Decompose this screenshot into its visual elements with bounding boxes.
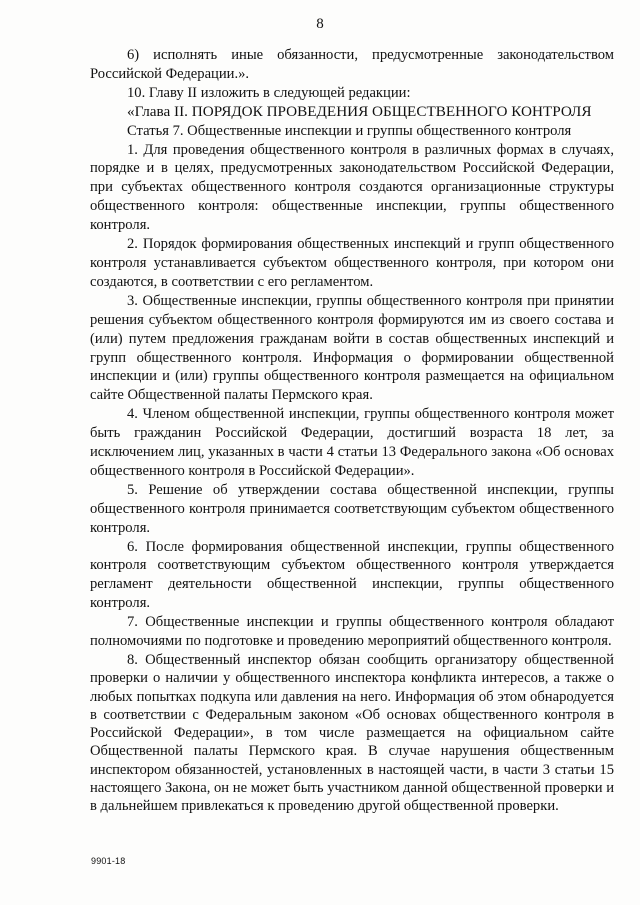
article-title: Статья 7. Общественные инспекции и группы общественного контроля [127,122,572,139]
paragraph-amendment-10: 10. Главу II изложить в следующей редакции: [127,84,411,101]
paragraph-part-4: 4. Членом общественной инспекции, группы общественного контроля может быть гражданин Российской Федерации, достигший возраста 18 лет, за исключением лиц, указанных в части 4 статьи 13 Федерального закона «Об основах общественного контроля в Российской Федерации». [90,406,614,479]
paragraph-item-6: 6) исполнять иные обязанности, предусмотренные законодательством Российской Федерации.». [90,47,614,82]
paragraph-part-2: 2. Порядок формирования общественных инспекций и групп общественного контроля устанавливается субъектом общественного контроля, при котором они создаются, в соответствии с его регламентом. [90,236,614,290]
paragraph-part-3: 3. Общественные инспекции, группы общественного контроля при принятии решения субъектом общественного контроля формируются им из своего состава и (или) путем предложения гражданам войти в состав общественных инспекций и групп общественного контроля. Информация о формировании общественной инспекции и (или) группы общественного контроля размещается на официальном сайте Общественной палаты Пермского края. [90,292,614,404]
paragraph-part-5: 5. Решение об утверждении состава общественной инспекции, группы общественного контроля принимается соответствующим субъектом общественного контроля. [90,481,614,536]
paragraph-part-7: 7. Общественные инспекции и группы общественного контроля обладают полномочиями по подготовке и проведению мероприятий общественного контроля. [90,614,614,650]
document-body [90,46,614,816]
paragraph-part-6: 6. После формирования общественной инспекции, группы общественного контроля соответствующим субъектом общественного контроля утверждается регламент деятельности общественной инспекции, группы общественного контроля. [90,538,614,612]
chapter-title: «Глава II. ПОРЯДОК ПРОВЕДЕНИЯ ОБЩЕСТВЕННОГО КОНТРОЛЯ [127,102,592,120]
page-number: 8 [316,16,324,32]
paragraph-part-1: 1. Для проведения общественного контроля в различных формах в случаях, порядке и в целях, предусмотренных законодательством Российской Федерации, при субъектах общественного контроля создаются организационные структуры общественного контроля: общественные инспекции, группы общественного контроля. [90,141,614,234]
paragraph-part-8: 8. Общественный инспектор обязан сообщить организатору общественной проверки о наличии у общественного инспектора конфликта интересов, а также о любых попытках подкупа или давления на него. Информация об этом обнародуется в соответствии с Федеральным законом «Об основах общественного контроля в Российской Федерации», в том числе размещается на официальном сайте Общественной палаты Пермского края. В случае нарушения общественным инспектором обязанностей, установленных в настоящей части, в части 3 статьи 15 настоящего Закона, он не может быть участником данной общественной проверки и в дальнейшем привлекаться к проведению другой общественной проверки. [90,652,614,815]
document-code: 9901-18 [91,856,126,866]
